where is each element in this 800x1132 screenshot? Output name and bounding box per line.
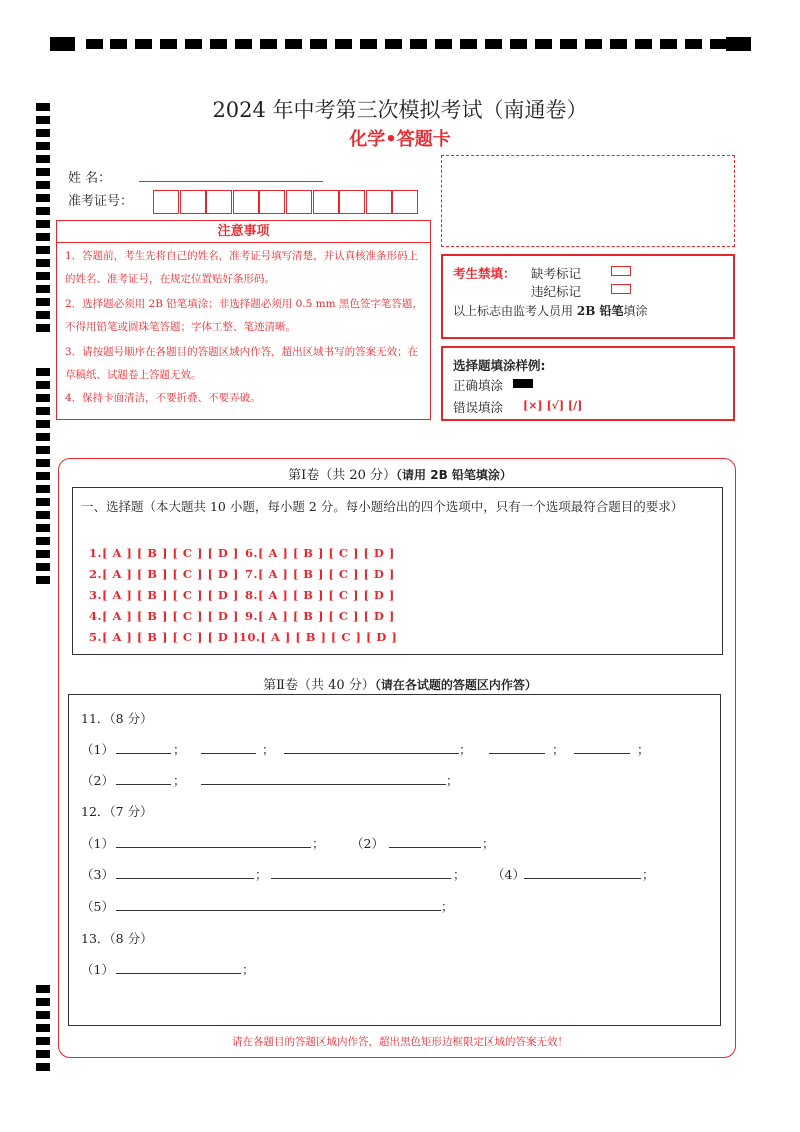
timing-mark <box>335 39 352 49</box>
exam-rules-box <box>441 254 735 339</box>
semicolon: ； <box>446 773 459 788</box>
timing-mark <box>235 39 252 49</box>
timing-mark <box>36 1050 50 1058</box>
rules-note: 以上标志由监考人员用 2B 铅笔填涂 <box>453 304 648 318</box>
q12-3-blank-b[interactable] <box>271 878 451 879</box>
q12-part4-label: （4） <box>492 867 525 882</box>
q12-part5-label: （5） <box>81 899 114 914</box>
q12-4-blank[interactable] <box>524 878 641 879</box>
timing-mark <box>485 39 502 49</box>
semicolon: ； <box>482 836 495 851</box>
timing-mark <box>36 550 50 558</box>
semicolon: ； <box>552 742 565 757</box>
exam-id-digit-box[interactable] <box>153 190 179 214</box>
semicolon: ； <box>262 742 275 757</box>
q12-3-blank-a[interactable] <box>116 878 254 879</box>
timing-mark <box>435 39 452 49</box>
q12-1-blank[interactable] <box>116 847 311 848</box>
timing-mark <box>360 39 377 49</box>
semicolon: ； <box>642 867 655 882</box>
violation-mark[interactable] <box>611 284 631 294</box>
timing-mark <box>36 194 50 202</box>
timing-mark <box>36 433 50 441</box>
timing-mark <box>36 298 50 306</box>
timing-mark <box>260 39 277 49</box>
choice-question-9[interactable]: 9.[ A ] [ B ] [ C ] [ D ] <box>245 609 395 623</box>
timing-mark <box>36 168 50 176</box>
absent-mark[interactable] <box>611 266 631 276</box>
page-title: 2024 年中考第三次模拟考试（南通卷） <box>212 98 588 122</box>
timing-marks-top <box>50 37 752 51</box>
id-label: 准考证号： <box>68 194 134 209</box>
timing-mark <box>36 311 50 319</box>
timing-mark <box>660 39 677 49</box>
timing-mark <box>160 39 177 49</box>
timing-mark <box>36 998 50 1006</box>
exam-id-digit-box[interactable] <box>286 190 312 214</box>
choice-question-6[interactable]: 6.[ A ] [ B ] [ C ] [ D ] <box>245 546 395 560</box>
fill-sample-heading: 选择题填涂样例: <box>453 358 546 373</box>
timing-mark <box>36 285 50 293</box>
timing-mark <box>36 233 50 241</box>
q12-2-blank[interactable] <box>389 847 481 848</box>
timing-mark <box>36 485 50 493</box>
semicolon: ； <box>441 899 454 914</box>
choice-question-7[interactable]: 7.[ A ] [ B ] [ C ] [ D ] <box>245 567 395 581</box>
timing-mark <box>36 498 50 506</box>
notice-box <box>56 220 431 420</box>
timing-mark <box>36 1011 50 1019</box>
q11-2-blank-a[interactable] <box>116 784 171 785</box>
violation-label: 违纪标记 <box>531 284 582 299</box>
notice-item-4: 4．保持卡面清洁，不要折叠、不要弄破。 <box>65 392 261 404</box>
timing-mark <box>585 39 602 49</box>
timing-mark <box>36 1063 50 1071</box>
timing-mark <box>36 272 50 280</box>
correct-fill-label: 正确填涂 <box>453 378 504 393</box>
timing-mark <box>726 37 751 51</box>
q11-1-blank-d[interactable] <box>489 753 545 754</box>
timing-mark <box>36 576 50 584</box>
timing-mark <box>36 985 50 993</box>
exam-id-digit-box[interactable] <box>180 190 206 214</box>
choice-question-2[interactable]: 2.[ A ] [ B ] [ C ] [ D ] <box>89 567 239 581</box>
timing-mark <box>510 39 527 49</box>
semicolon: ； <box>453 867 466 882</box>
q11-1-blank-a[interactable] <box>116 753 171 754</box>
question-11-label: 11．（8 分） <box>81 711 153 726</box>
q11-part2-label: （2） <box>81 773 114 788</box>
choice-question-1[interactable]: 1.[ A ] [ B ] [ C ] [ D ] <box>89 546 239 560</box>
timing-mark <box>36 446 50 454</box>
q11-2-blank-b[interactable] <box>201 784 446 785</box>
timing-mark <box>410 39 427 49</box>
timing-mark <box>36 259 50 267</box>
correct-fill-sample <box>513 379 533 388</box>
exam-id-digit-box[interactable] <box>392 190 418 214</box>
q12-part1-label: （1） <box>81 836 114 851</box>
semicolon: ； <box>173 773 186 788</box>
timing-mark <box>36 420 50 428</box>
wrong-fill-label: 错误填涂 <box>453 400 504 415</box>
choice-question-10[interactable]: 10.[ A ] [ B ] [ C ] [ D ] <box>239 630 398 644</box>
semicolon: ； <box>255 867 268 882</box>
timing-mark <box>210 39 227 49</box>
semicolon: ； <box>459 742 472 757</box>
exam-id-digit-box[interactable] <box>233 190 259 214</box>
q11-1-blank-e[interactable] <box>574 753 630 754</box>
timing-mark <box>86 39 103 49</box>
wrong-fill-samples: [×] [√] [/] <box>523 399 583 412</box>
timing-mark <box>135 39 152 49</box>
semicolon: ； <box>242 962 255 977</box>
exam-id-digit-box[interactable] <box>313 190 339 214</box>
timing-mark <box>36 511 50 519</box>
q12-part2-label: （2） <box>351 836 384 851</box>
footer-warning: 请在各题目的答题区域内作答，超出黑色矩形边框限定区域的答案无效！ <box>232 1036 568 1048</box>
notice-item-3: 3．请按题号顺序在各题目的答题区域内作答，超出区域书写的答案无效；在草稿纸、试题卷上答题无效。 <box>65 346 419 381</box>
timing-mark <box>535 39 552 49</box>
q13-1-blank[interactable] <box>116 973 241 974</box>
semicolon: ； <box>637 742 650 757</box>
choice-question-3[interactable]: 3.[ A ] [ B ] [ C ] [ D ] <box>89 588 239 602</box>
barcode-area <box>441 155 735 247</box>
choice-question-4[interactable]: 4.[ A ] [ B ] [ C ] [ D ] <box>89 609 239 623</box>
semicolon: ； <box>312 836 325 851</box>
subject-title: 化学•答题卡 <box>349 129 451 150</box>
timing-mark <box>110 39 127 49</box>
timing-mark <box>36 394 50 402</box>
choice-box <box>72 487 723 655</box>
exam-id-digit-box[interactable] <box>259 190 285 214</box>
timing-mark <box>460 39 477 49</box>
timing-mark <box>36 1024 50 1032</box>
semicolon: ； <box>173 742 186 757</box>
timing-mark <box>36 537 50 545</box>
name-label: 姓 名： <box>68 171 112 186</box>
timing-mark <box>310 39 327 49</box>
absent-label: 缺考标记 <box>531 266 582 281</box>
q12-5-blank[interactable] <box>116 910 441 911</box>
timing-mark <box>36 207 50 215</box>
timing-mark <box>36 220 50 228</box>
choice-instruction: 一、选择题（本大题共 10 小题，每小题 2 分。每小题给出的四个选项中，只有一个选项最符合题目的要求） <box>81 499 684 514</box>
exam-id-digit-box[interactable] <box>339 190 365 214</box>
timing-mark <box>36 181 50 189</box>
choice-question-8[interactable]: 8.[ A ] [ B ] [ C ] [ D ] <box>245 588 395 602</box>
timing-mark <box>710 39 727 49</box>
timing-mark <box>36 563 50 571</box>
timing-mark <box>36 324 50 332</box>
timing-mark <box>36 155 50 163</box>
notice-heading: 注意事项 <box>57 221 430 243</box>
rules-label: 考生禁填： <box>453 266 516 281</box>
timing-mark <box>36 524 50 532</box>
timing-mark <box>635 39 652 49</box>
choice-question-5[interactable]: 5.[ A ] [ B ] [ C ] [ D ] <box>89 630 239 644</box>
timing-mark <box>36 407 50 415</box>
timing-mark <box>36 368 50 376</box>
timing-mark <box>685 39 702 49</box>
name-field[interactable] <box>139 181 323 182</box>
exam-id-digit-box[interactable] <box>206 190 232 214</box>
q12-part3-label: （3） <box>81 867 114 882</box>
notice-item-1: 1．答题前，考生先将自己的姓名，准考证号填写清楚，并认真核准条形码上的姓名、准考证号，在规定位置贴好条形码。 <box>65 250 419 285</box>
timing-mark <box>560 39 577 49</box>
question-12-label: 12．（7 分） <box>81 804 153 819</box>
question-13-label: 13．（8 分） <box>81 931 153 946</box>
notice-item-2: 2．选择题必须用 2B 铅笔填涂；非选择题必须用 0.5 mm 黑色签字笔答题，不得用铅笔或圆珠笔答题；字体工整、笔迹清晰。 <box>65 298 423 333</box>
fill-sample-box <box>441 346 735 421</box>
timing-mark <box>285 39 302 49</box>
written-answer-box <box>68 694 721 1026</box>
part2-title: 第Ⅱ卷（共 40 分）（请在各试题的答题区内作答） <box>263 678 537 693</box>
q11-part1-label: （1） <box>81 742 114 757</box>
q13-part1-label: （1） <box>81 962 114 977</box>
part1-title: 第Ⅰ卷（共 20 分）（请用 2B 铅笔填涂） <box>288 468 512 483</box>
timing-mark <box>385 39 402 49</box>
timing-mark <box>185 39 202 49</box>
q11-1-blank-b[interactable] <box>201 753 256 754</box>
timing-mark <box>36 381 50 389</box>
exam-id-digit-box[interactable] <box>366 190 392 214</box>
timing-marks-left <box>36 0 50 1132</box>
timing-mark <box>610 39 627 49</box>
timing-mark <box>36 246 50 254</box>
q11-1-blank-c[interactable] <box>284 753 459 754</box>
timing-mark <box>50 37 75 51</box>
